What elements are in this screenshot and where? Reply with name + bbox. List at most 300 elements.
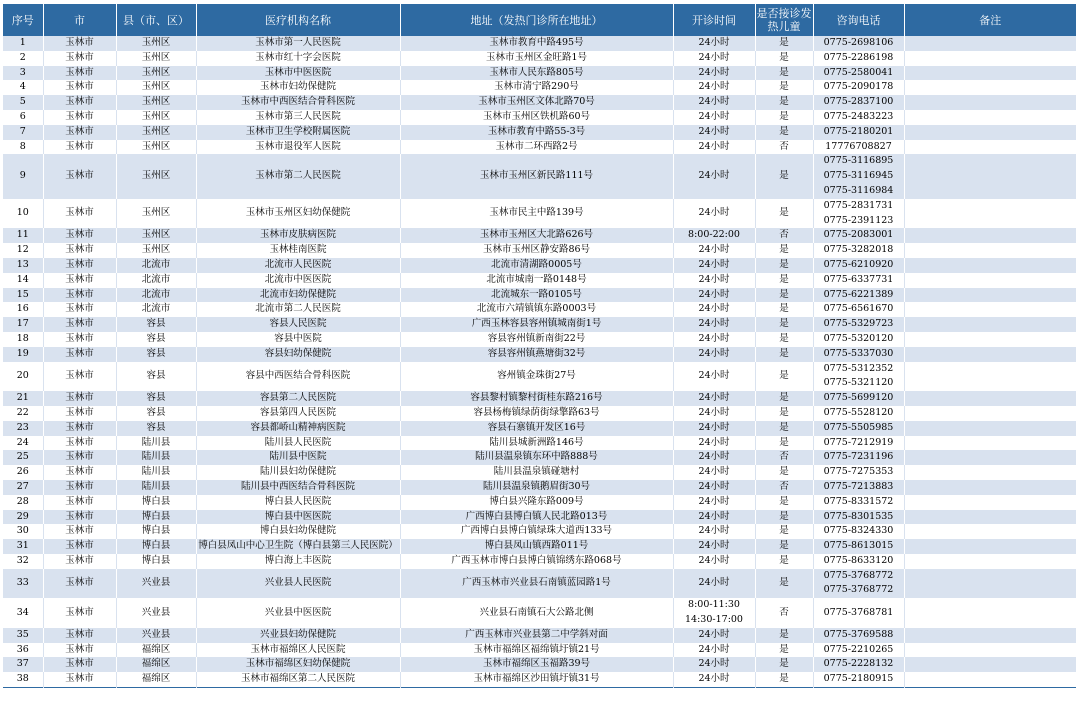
serial-number-cell: 13 <box>3 258 43 273</box>
phone-cell <box>813 347 904 362</box>
table-row <box>3 362 1076 392</box>
accepts-children-cell: 是 <box>755 406 813 421</box>
table-row <box>3 628 1076 643</box>
opening-hours-cell <box>673 524 755 539</box>
phone-line: 0775-2483223 <box>823 110 894 122</box>
serial-number-cell: 29 <box>3 510 43 525</box>
table-row <box>3 643 1076 658</box>
opening-hours-cell <box>673 450 755 465</box>
county-cell: 北流市 <box>116 273 196 288</box>
table-row <box>3 36 1076 51</box>
phone-cell <box>813 362 904 392</box>
accepts-children-cell: 是 <box>755 332 813 347</box>
opening-hours-cell <box>673 495 755 510</box>
serial-number-cell: 35 <box>3 628 43 643</box>
accepts-children-cell: 否 <box>755 480 813 495</box>
opening-hours-cell <box>673 80 755 95</box>
serial-number-cell: 2 <box>3 51 43 66</box>
opening-hours-cell <box>673 243 755 258</box>
opening-hours-cell <box>673 51 755 66</box>
table-header-row <box>3 4 1076 36</box>
address-cell: 玉林市福绵区沙田镇圩镇31号 <box>400 672 673 687</box>
accepts-children-cell: 是 <box>755 95 813 110</box>
phone-cell <box>813 569 904 599</box>
accepts-children-cell: 是 <box>755 628 813 643</box>
address-cell: 玉林市玉州区静安路86号 <box>400 243 673 258</box>
phone-line: 0775-3116945 <box>823 170 894 182</box>
opening-hours-line: 24小时 <box>698 207 730 219</box>
opening-hours-line: 24小时 <box>698 125 730 137</box>
accepts-children-cell: 是 <box>755 495 813 510</box>
county-cell: 北流市 <box>116 258 196 273</box>
remarks-cell <box>904 332 1076 347</box>
city-cell: 玉林市 <box>43 524 116 539</box>
address-cell: 玉林市教育中路55-3号 <box>400 125 673 140</box>
institution-name-cell: 玉林市皮肤病医院 <box>196 228 400 243</box>
table-row <box>3 510 1076 525</box>
phone-line: 0775-5699120 <box>823 392 894 404</box>
accepts-children-cell: 否 <box>755 228 813 243</box>
city-cell: 玉林市 <box>43 66 116 81</box>
phone-cell <box>813 288 904 303</box>
city-cell: 玉林市 <box>43 539 116 554</box>
institution-name-cell: 容县中医院 <box>196 332 400 347</box>
phone-cell <box>813 110 904 125</box>
serial-number-cell: 37 <box>3 657 43 672</box>
opening-hours-line: 24小时 <box>698 495 730 507</box>
remarks-cell <box>904 480 1076 495</box>
table-row <box>3 465 1076 480</box>
address-cell: 容县黎村镇黎村街桂东路216号 <box>400 391 673 406</box>
opening-hours-line: 24小时 <box>698 421 730 433</box>
serial-number-cell: 26 <box>3 465 43 480</box>
table-row <box>3 539 1076 554</box>
serial-number-cell: 11 <box>3 228 43 243</box>
institution-name-cell: 玉林市妇幼保健院 <box>196 80 400 95</box>
institution-name-cell: 玉林市福绵区人民医院 <box>196 643 400 658</box>
county-cell: 玉州区 <box>116 95 196 110</box>
phone-line: 0775-3768772 <box>823 584 894 596</box>
table-row <box>3 273 1076 288</box>
address-cell: 玉林市二环西路2号 <box>400 140 673 155</box>
city-cell: 玉林市 <box>43 628 116 643</box>
address-cell: 广西玉林市博白县博白镇锦绣东路068号 <box>400 554 673 569</box>
phone-line: 0775-6337731 <box>823 273 894 285</box>
phone-cell <box>813 140 904 155</box>
header-county: 县（市、区） <box>116 4 196 36</box>
institution-name-cell: 玉林市第三人民医院 <box>196 110 400 125</box>
opening-hours-line: 24小时 <box>698 273 730 285</box>
county-cell: 容县 <box>116 406 196 421</box>
accepts-children-cell: 是 <box>755 362 813 392</box>
opening-hours-line: 24小时 <box>698 525 730 537</box>
institution-name-cell: 容县都峤山精神病医院 <box>196 421 400 436</box>
institution-name-cell: 玉林桂南医院 <box>196 243 400 258</box>
opening-hours-line: 24小时 <box>698 628 730 640</box>
opening-hours-line: 24小时 <box>698 110 730 122</box>
accepts-children-cell: 是 <box>755 66 813 81</box>
table-row <box>3 569 1076 599</box>
accepts-children-cell: 是 <box>755 36 813 51</box>
county-cell: 玉州区 <box>116 228 196 243</box>
table-row <box>3 66 1076 81</box>
opening-hours-line: 24小时 <box>698 81 730 93</box>
address-cell: 玉林市福绵区福绵镇圩镇21号 <box>400 643 673 658</box>
remarks-cell <box>904 317 1076 332</box>
opening-hours-cell <box>673 421 755 436</box>
accepts-children-cell: 是 <box>755 80 813 95</box>
phone-cell <box>813 480 904 495</box>
opening-hours-line: 24小时 <box>698 96 730 108</box>
opening-hours-line: 24小时 <box>698 406 730 418</box>
institution-name-cell: 兴业县中医医院 <box>196 598 400 628</box>
remarks-cell <box>904 628 1076 643</box>
accepts-children-cell: 是 <box>755 643 813 658</box>
city-cell: 玉林市 <box>43 228 116 243</box>
opening-hours-cell <box>673 302 755 317</box>
institution-name-cell: 玉林市中医医院 <box>196 66 400 81</box>
institution-name-cell: 博白县中医医院 <box>196 510 400 525</box>
institution-name-cell: 玉林市卫生学校附属医院 <box>196 125 400 140</box>
accepts-children-cell: 是 <box>755 554 813 569</box>
phone-cell <box>813 258 904 273</box>
opening-hours-cell <box>673 95 755 110</box>
accepts-children-cell: 是 <box>755 51 813 66</box>
serial-number-cell: 18 <box>3 332 43 347</box>
phone-line: 0775-2210265 <box>823 643 894 655</box>
opening-hours-line: 24小时 <box>698 170 730 182</box>
county-cell: 玉州区 <box>116 66 196 81</box>
accepts-children-cell: 是 <box>755 539 813 554</box>
county-cell: 容县 <box>116 391 196 406</box>
remarks-cell <box>904 657 1076 672</box>
address-cell: 陆川县温泉镇东环中路888号 <box>400 450 673 465</box>
phone-line: 0775-6221389 <box>823 288 894 300</box>
city-cell: 玉林市 <box>43 421 116 436</box>
opening-hours-line: 24小时 <box>698 303 730 315</box>
phone-cell <box>813 228 904 243</box>
serial-number-cell: 22 <box>3 406 43 421</box>
city-cell: 玉林市 <box>43 657 116 672</box>
table-row <box>3 598 1076 628</box>
phone-line: 0775-2837100 <box>823 96 894 108</box>
accepts-children-cell: 是 <box>755 465 813 480</box>
accepts-children-cell: 是 <box>755 317 813 332</box>
remarks-cell <box>904 228 1076 243</box>
county-cell: 北流市 <box>116 302 196 317</box>
city-cell: 玉林市 <box>43 36 116 51</box>
opening-hours-line: 14:30-17:00 <box>685 614 743 626</box>
phone-line: 0775-6561670 <box>823 303 894 315</box>
county-cell: 博白县 <box>116 554 196 569</box>
opening-hours-line: 24小时 <box>698 332 730 344</box>
phone-cell <box>813 95 904 110</box>
serial-number-cell: 19 <box>3 347 43 362</box>
table-row <box>3 51 1076 66</box>
phone-line: 0775-7231196 <box>823 451 894 463</box>
header-institution-name: 医疗机构名称 <box>196 4 400 36</box>
opening-hours-line: 24小时 <box>698 466 730 478</box>
opening-hours-cell <box>673 510 755 525</box>
institution-name-cell: 陆川县中医院 <box>196 450 400 465</box>
county-cell: 陆川县 <box>116 480 196 495</box>
table-row <box>3 80 1076 95</box>
address-cell: 陆川县温泉镇鹅眉街30号 <box>400 480 673 495</box>
accepts-children-cell: 是 <box>755 391 813 406</box>
phone-line: 0775-7275353 <box>823 466 894 478</box>
phone-line: 0775-3769588 <box>823 628 894 640</box>
city-cell: 玉林市 <box>43 273 116 288</box>
remarks-cell <box>904 66 1076 81</box>
phone-cell <box>813 495 904 510</box>
opening-hours-cell <box>673 406 755 421</box>
phone-cell <box>813 657 904 672</box>
opening-hours-line: 24小时 <box>698 66 730 78</box>
city-cell: 玉林市 <box>43 140 116 155</box>
address-cell: 容州镇金珠街27号 <box>400 362 673 392</box>
opening-hours-cell <box>673 258 755 273</box>
serial-number-cell: 17 <box>3 317 43 332</box>
phone-cell <box>813 421 904 436</box>
table-row <box>3 258 1076 273</box>
opening-hours-line: 24小时 <box>698 643 730 655</box>
county-cell: 兴业县 <box>116 628 196 643</box>
accepts-children-cell: 是 <box>755 347 813 362</box>
table-row <box>3 495 1076 510</box>
city-cell: 玉林市 <box>43 199 116 229</box>
accepts-children-cell: 是 <box>755 510 813 525</box>
institution-name-cell: 博白县凤山中心卫生院（博白县第三人民医院） <box>196 539 400 554</box>
accepts-children-cell: 是 <box>755 258 813 273</box>
remarks-cell <box>904 140 1076 155</box>
remarks-cell <box>904 495 1076 510</box>
phone-cell <box>813 51 904 66</box>
institution-name-cell: 容县第二人民医院 <box>196 391 400 406</box>
accepts-children-cell: 是 <box>755 672 813 687</box>
opening-hours-cell <box>673 273 755 288</box>
remarks-cell <box>904 524 1076 539</box>
opening-hours-line: 24小时 <box>698 540 730 552</box>
phone-cell <box>813 643 904 658</box>
header-opening-hours: 开诊时间 <box>673 4 755 36</box>
institution-name-cell: 博白县妇幼保健院 <box>196 524 400 539</box>
county-cell: 陆川县 <box>116 436 196 451</box>
phone-line: 0775-5337030 <box>823 347 894 359</box>
opening-hours-line: 24小时 <box>698 480 730 492</box>
city-cell: 玉林市 <box>43 406 116 421</box>
institution-name-cell: 北流市人民医院 <box>196 258 400 273</box>
serial-number-cell: 4 <box>3 80 43 95</box>
phone-line: 0775-5321120 <box>823 377 894 389</box>
remarks-cell <box>904 273 1076 288</box>
institution-name-cell: 陆川县妇幼保健院 <box>196 465 400 480</box>
address-cell: 北流城东一路0105号 <box>400 288 673 303</box>
serial-number-cell: 33 <box>3 569 43 599</box>
serial-number-cell: 21 <box>3 391 43 406</box>
remarks-cell <box>904 243 1076 258</box>
county-cell: 陆川县 <box>116 465 196 480</box>
opening-hours-line: 24小时 <box>698 37 730 48</box>
accepts-children-cell: 是 <box>755 199 813 229</box>
remarks-cell <box>904 110 1076 125</box>
opening-hours-line: 8:00-22:00 <box>688 229 740 241</box>
address-cell: 容县杨梅镇绿荫街绿擎路63号 <box>400 406 673 421</box>
address-cell: 容县容州镇燕塘街32号 <box>400 347 673 362</box>
opening-hours-line: 24小时 <box>698 244 730 256</box>
institution-name-cell: 容县中西医结合骨科医院 <box>196 362 400 392</box>
institution-name-cell: 北流市妇幼保健院 <box>196 288 400 303</box>
city-cell: 玉林市 <box>43 317 116 332</box>
address-cell: 容县容州镇新南街22号 <box>400 332 673 347</box>
opening-hours-line: 24小时 <box>698 51 730 63</box>
city-cell: 玉林市 <box>43 643 116 658</box>
institution-name-cell: 兴业县妇幼保健院 <box>196 628 400 643</box>
serial-number-cell: 5 <box>3 95 43 110</box>
opening-hours-cell <box>673 465 755 480</box>
remarks-cell <box>904 199 1076 229</box>
remarks-cell <box>904 421 1076 436</box>
city-cell: 玉林市 <box>43 495 116 510</box>
phone-line: 0775-6210920 <box>823 258 894 270</box>
table-row <box>3 125 1076 140</box>
phone-cell <box>813 554 904 569</box>
institution-name-cell: 玉林市玉州区妇幼保健院 <box>196 199 400 229</box>
city-cell: 玉林市 <box>43 243 116 258</box>
remarks-cell <box>904 302 1076 317</box>
county-cell: 玉州区 <box>116 140 196 155</box>
address-cell: 北流市城南一路0148号 <box>400 273 673 288</box>
phone-cell <box>813 628 904 643</box>
address-cell: 广西博白县博白镇人民北路013号 <box>400 510 673 525</box>
serial-number-cell: 31 <box>3 539 43 554</box>
city-cell: 玉林市 <box>43 288 116 303</box>
county-cell: 玉州区 <box>116 243 196 258</box>
opening-hours-cell <box>673 66 755 81</box>
phone-line: 0775-2228132 <box>823 658 894 670</box>
phone-cell <box>813 465 904 480</box>
opening-hours-line: 24小时 <box>698 673 730 685</box>
opening-hours-line: 24小时 <box>698 258 730 270</box>
county-cell: 北流市 <box>116 288 196 303</box>
table-row <box>3 228 1076 243</box>
remarks-cell <box>904 95 1076 110</box>
institution-name-cell: 玉林市退役军人医院 <box>196 140 400 155</box>
table-row <box>3 436 1076 451</box>
phone-cell <box>813 302 904 317</box>
county-cell: 博白县 <box>116 524 196 539</box>
phone-line: 0775-5329723 <box>823 318 894 330</box>
phone-line: 0775-3116984 <box>823 184 894 196</box>
remarks-cell <box>904 154 1076 198</box>
opening-hours-line: 24小时 <box>698 347 730 359</box>
table-row <box>3 110 1076 125</box>
serial-number-cell: 3 <box>3 66 43 81</box>
serial-number-cell: 1 <box>3 36 43 51</box>
phone-line: 0775-7213883 <box>823 480 894 492</box>
county-cell: 陆川县 <box>116 450 196 465</box>
address-cell: 玉林市福绵区玉福路39号 <box>400 657 673 672</box>
institution-name-cell: 容县人民医院 <box>196 317 400 332</box>
address-cell: 玉林市人民东路805号 <box>400 66 673 81</box>
phone-line: 0775-7212919 <box>823 436 894 448</box>
accepts-children-cell: 是 <box>755 524 813 539</box>
city-cell: 玉林市 <box>43 672 116 687</box>
city-cell: 玉林市 <box>43 569 116 599</box>
address-cell: 玉林市玉州区铁机路60号 <box>400 110 673 125</box>
accepts-children-cell: 是 <box>755 288 813 303</box>
address-cell: 广西玉林市兴业县第二中学斜对面 <box>400 628 673 643</box>
serial-number-cell: 23 <box>3 421 43 436</box>
opening-hours-line: 24小时 <box>698 658 730 670</box>
county-cell: 容县 <box>116 347 196 362</box>
fever-clinic-table-sheet <box>3 4 1076 688</box>
city-cell: 玉林市 <box>43 554 116 569</box>
address-cell: 玉林市玉州区文体北路70号 <box>400 95 673 110</box>
table-row <box>3 554 1076 569</box>
table-row <box>3 288 1076 303</box>
phone-cell <box>813 154 904 198</box>
phone-cell <box>813 672 904 687</box>
remarks-cell <box>904 436 1076 451</box>
city-cell: 玉林市 <box>43 125 116 140</box>
county-cell: 博白县 <box>116 495 196 510</box>
serial-number-cell: 10 <box>3 199 43 229</box>
address-cell: 玉林市教育中路495号 <box>400 36 673 51</box>
opening-hours-line: 24小时 <box>698 288 730 300</box>
opening-hours-cell <box>673 36 755 51</box>
county-cell: 玉州区 <box>116 199 196 229</box>
phone-line: 0775-5505985 <box>823 421 894 433</box>
phone-cell <box>813 273 904 288</box>
city-cell: 玉林市 <box>43 80 116 95</box>
opening-hours-cell <box>673 347 755 362</box>
phone-cell <box>813 436 904 451</box>
institution-name-cell: 容县第四人民医院 <box>196 406 400 421</box>
opening-hours-line: 24小时 <box>698 554 730 566</box>
remarks-cell <box>904 598 1076 628</box>
phone-line: 0775-5320120 <box>823 332 894 344</box>
phone-line: 0775-2391123 <box>823 214 894 226</box>
phone-line: 0775-2083001 <box>823 229 894 241</box>
phone-cell <box>813 199 904 229</box>
serial-number-cell: 15 <box>3 288 43 303</box>
institution-name-cell: 兴业县人民医院 <box>196 569 400 599</box>
phone-line: 0775-3768781 <box>823 606 894 618</box>
table-row <box>3 480 1076 495</box>
table-row <box>3 672 1076 687</box>
phone-cell <box>813 66 904 81</box>
opening-hours-cell <box>673 288 755 303</box>
city-cell: 玉林市 <box>43 51 116 66</box>
serial-number-cell: 7 <box>3 125 43 140</box>
institution-name-cell: 博白县人民医院 <box>196 495 400 510</box>
opening-hours-line: 24小时 <box>698 318 730 330</box>
table-row <box>3 154 1076 198</box>
opening-hours-line: 24小时 <box>698 392 730 404</box>
city-cell: 玉林市 <box>43 391 116 406</box>
serial-number-cell: 8 <box>3 140 43 155</box>
table-row <box>3 406 1076 421</box>
city-cell: 玉林市 <box>43 598 116 628</box>
accepts-children-cell: 否 <box>755 140 813 155</box>
phone-cell <box>813 510 904 525</box>
institution-name-cell: 北流市中医医院 <box>196 273 400 288</box>
serial-number-cell: 24 <box>3 436 43 451</box>
county-cell: 容县 <box>116 317 196 332</box>
institution-name-cell: 陆川县中西医结合骨科医院 <box>196 480 400 495</box>
opening-hours-line: 24小时 <box>698 577 730 589</box>
remarks-cell <box>904 450 1076 465</box>
